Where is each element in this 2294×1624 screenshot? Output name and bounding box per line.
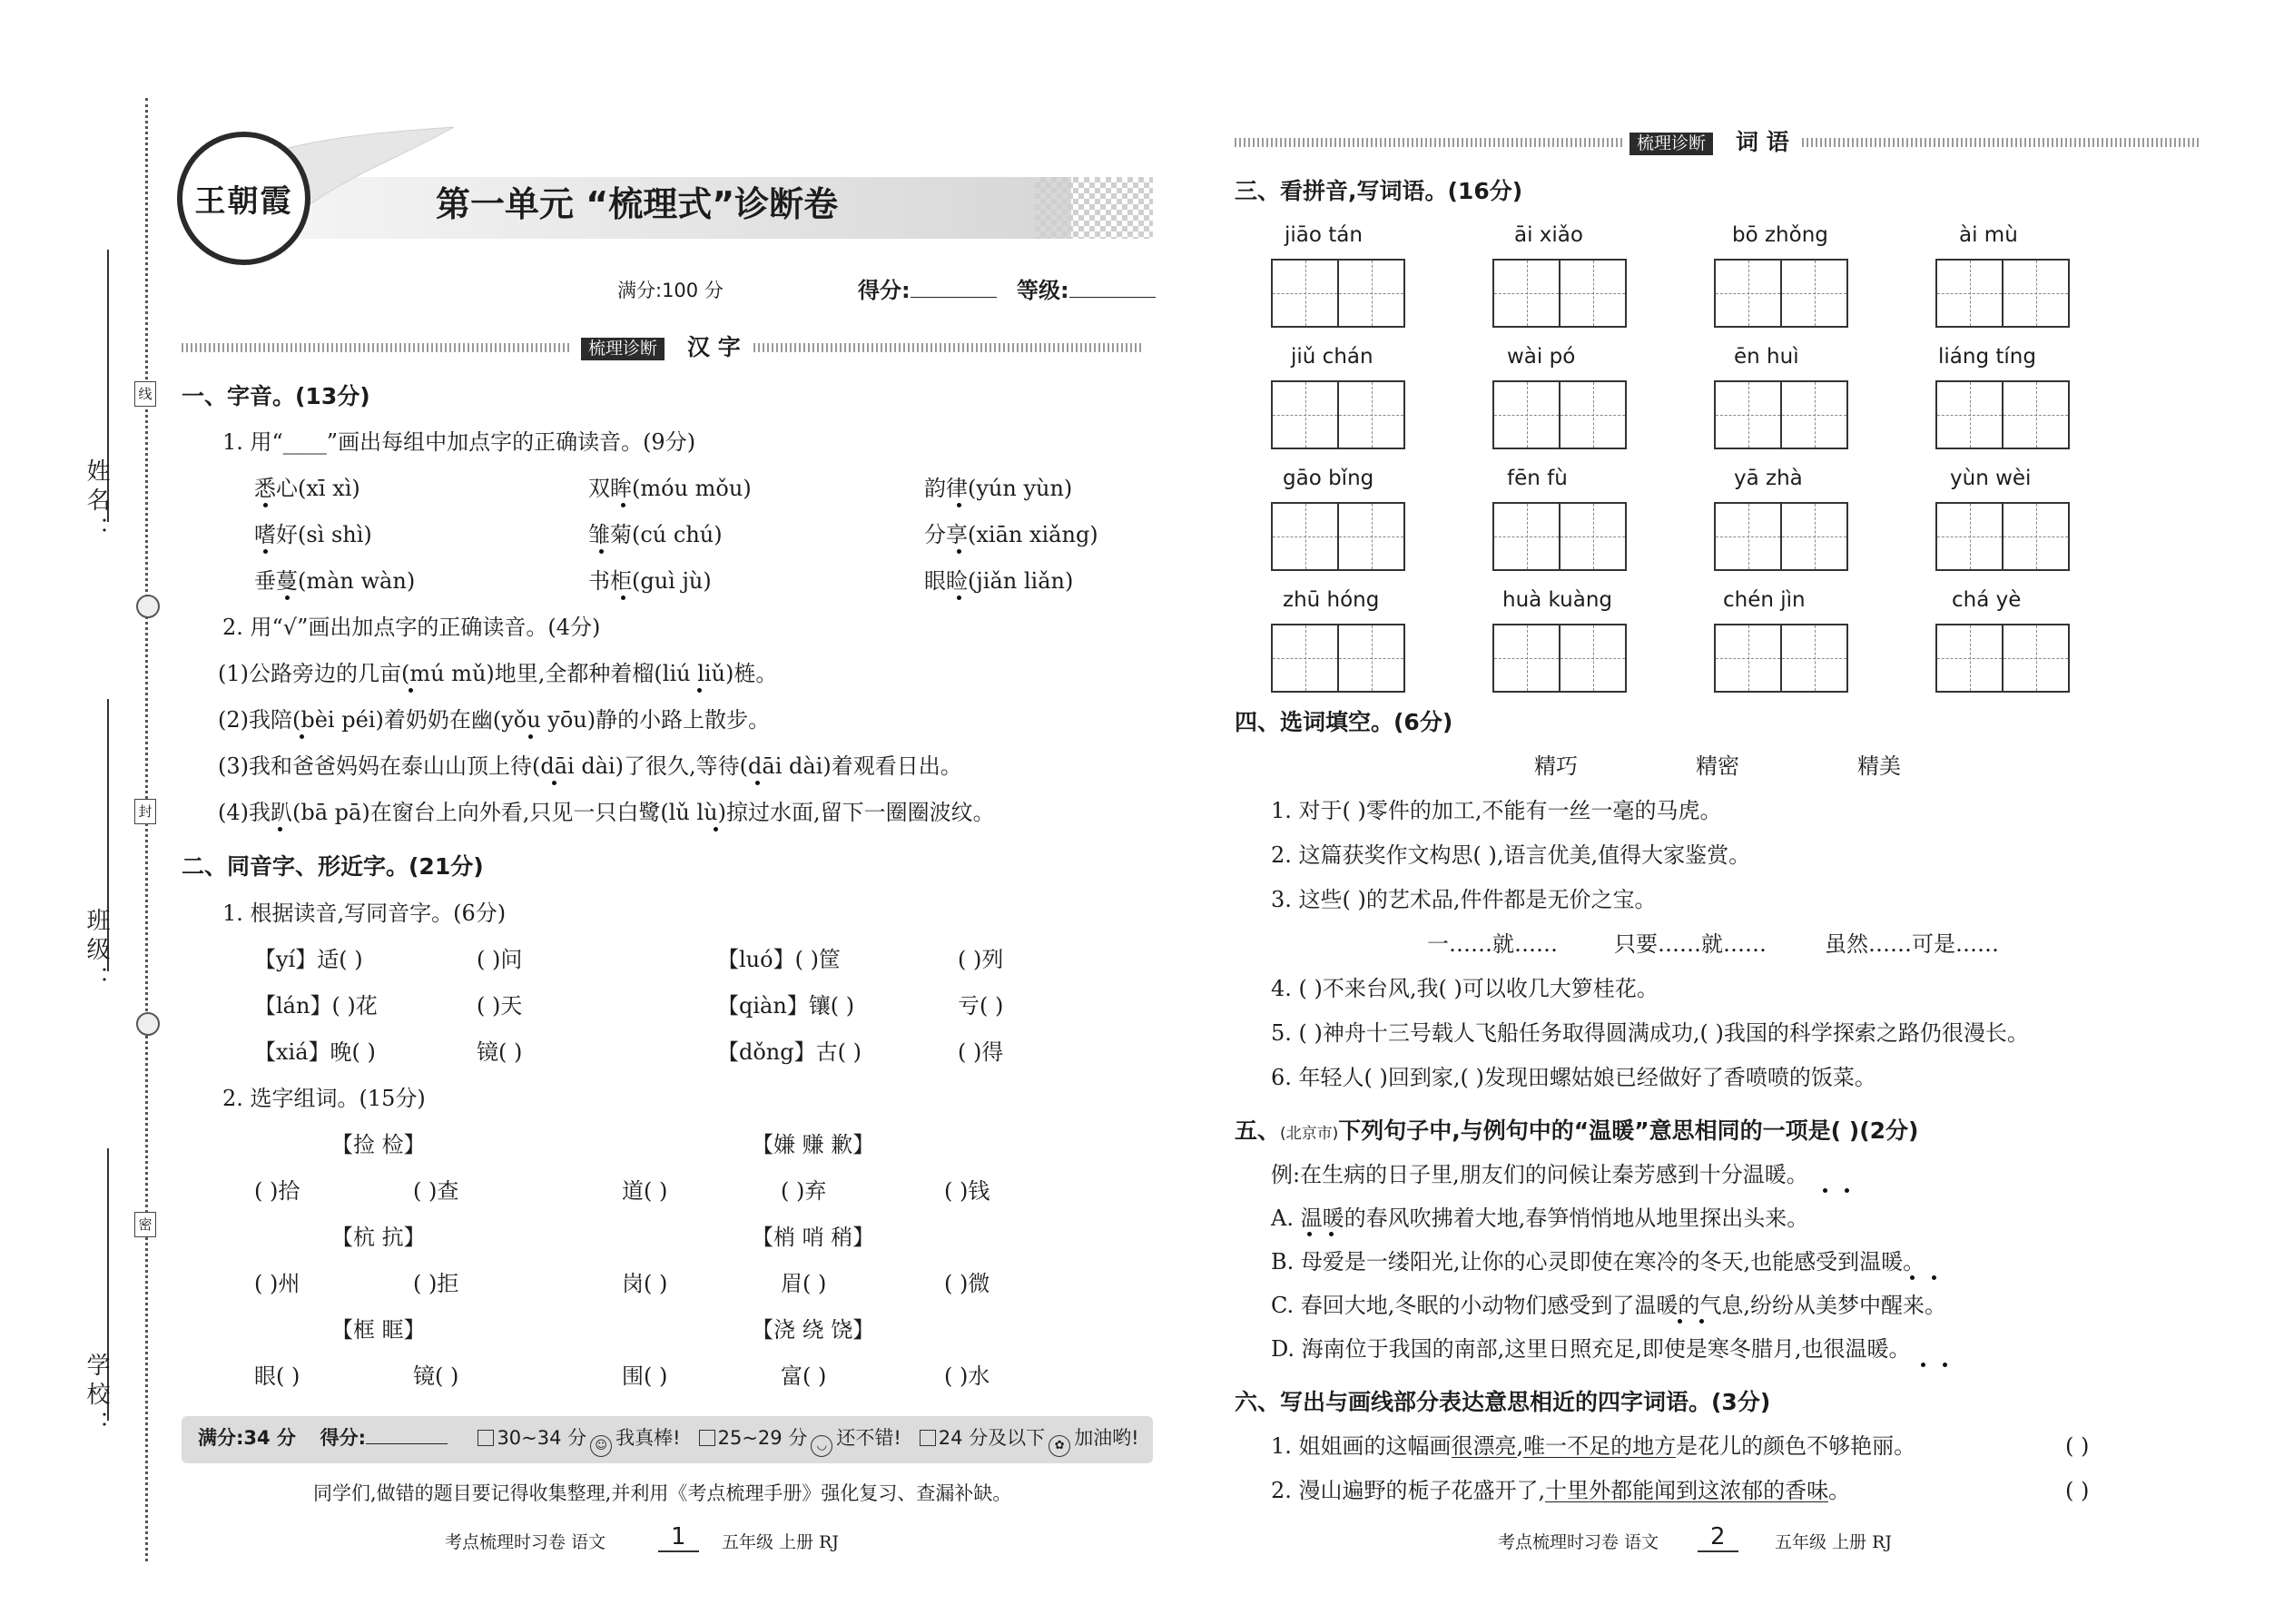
score-msg-2: 还不错! xyxy=(836,1427,901,1449)
q4-sentence: 4. ( )不来台风,我( )可以收几大箩桂花。 xyxy=(1271,976,1659,1001)
writing-grid[interactable] xyxy=(1271,259,1405,328)
writing-grid[interactable] xyxy=(1935,380,2070,449)
emphasis-dot xyxy=(1943,1363,1947,1367)
homophone-item: ( )问 xyxy=(477,947,523,972)
group-item: 富( ) xyxy=(781,1363,827,1389)
group-item: 岗( ) xyxy=(622,1271,668,1296)
writing-grid[interactable] xyxy=(1492,259,1627,328)
q4-sentence: 2. 这篇获奖作文构思( ),语言优美,值得大家鉴赏。 xyxy=(1271,842,1751,868)
pinyin-label: ēn huì xyxy=(1734,345,1799,369)
q5-option[interactable]: A. 温暖的春风吹拂着大地,春笋悄悄地从地里探出头来。 xyxy=(1271,1206,1809,1231)
score-range-3: 24 分及以下 xyxy=(938,1427,1046,1449)
q1-item: 双眸(móu mǒu) xyxy=(588,476,752,501)
emphasis-dot xyxy=(1678,1319,1682,1324)
group-item: ( )州 xyxy=(254,1271,300,1296)
emphasis-dot xyxy=(528,734,533,739)
q5-option[interactable]: C. 春回大地,冬眠的小动物们感受到了温暖的气息,纷纷从美梦中醒来。 xyxy=(1271,1293,1947,1318)
emphasis-dot xyxy=(1699,1319,1704,1324)
emphasis-dot xyxy=(1823,1188,1827,1193)
pinyin-label: āi xiǎo xyxy=(1514,223,1583,247)
score-label: 得分: xyxy=(858,280,997,301)
group-item: ( )水 xyxy=(944,1363,990,1389)
q1-title: 一、字音。(13分) xyxy=(182,383,370,409)
group-item: ( )拒 xyxy=(413,1271,459,1296)
binding-mark-top: 线 xyxy=(134,381,156,407)
homophone-item: 【yí】适( ) xyxy=(254,947,363,972)
group-head: 【嫌 赚 歉】 xyxy=(752,1132,875,1157)
homophone-item: 亏( ) xyxy=(958,993,1004,1019)
group-item: ( )弃 xyxy=(781,1178,827,1204)
q1-sentence: (4)我趴(bā pā)在窗台上向外看,只见一只白鹭(lǔ lù)掠过水面,留下一圈圈波纹。 xyxy=(218,800,995,825)
q1-sentence: (3)我和爸爸妈妈在泰山山顶上待(dāi dài)了很久,等待(dāi dài)着观看日出。 xyxy=(218,753,962,779)
emphasis-dot xyxy=(285,595,290,600)
word-choice: 精巧 xyxy=(1534,753,1578,779)
binding-ring-2 xyxy=(136,1012,160,1036)
emphasis-dot xyxy=(1921,1363,1925,1367)
writing-grid[interactable] xyxy=(1714,259,1848,328)
school-label: 学校： xyxy=(83,1353,110,1440)
q4-sentence: 6. 年轻人( )回到家,( )发现田螺姑娘已经做好了香喷喷的饭菜。 xyxy=(1271,1065,1876,1090)
binding-ring-1 xyxy=(136,595,160,618)
emphasis-dot xyxy=(552,781,556,785)
q1-item: 垂蔓(màn wàn) xyxy=(254,568,416,594)
q2-title: 二、同音字、形近字。(21分) xyxy=(182,853,484,880)
divider-left-a xyxy=(182,343,572,352)
q4-title: 四、选词填空。(6分) xyxy=(1235,709,1453,735)
name-label: 姓名： xyxy=(83,458,110,546)
emphasis-dot xyxy=(755,781,760,785)
smile-icon: ☺ xyxy=(590,1435,612,1457)
homophone-item: 【dǒng】古( ) xyxy=(717,1039,861,1065)
pinyin-label: jiāo tán xyxy=(1285,223,1363,247)
q4-sentence: 5. ( )神舟十三号载人飞船任务取得圆满成功,( )我国的科学探索之路仍很漫长。 xyxy=(1271,1020,2029,1046)
pinyin-label: huà kuàng xyxy=(1502,588,1613,612)
q1-item: 眼睑(jiǎn liǎn) xyxy=(924,568,1074,594)
group-item: ( )微 xyxy=(944,1271,990,1296)
writing-grid[interactable] xyxy=(1492,380,1627,449)
pinyin-label: liáng tíng xyxy=(1938,345,2036,369)
q1-item: 雏菊(cú chú) xyxy=(588,522,723,547)
homophone-item: 【lán】( )花 xyxy=(254,993,378,1019)
q2-sub2: 2. 选字组词。(15分) xyxy=(222,1086,426,1111)
emphasis-dot xyxy=(957,503,961,507)
homophone-item: 镜( ) xyxy=(477,1039,523,1065)
q6-item-2: 2. 漫山遍野的栀子花盛开了,十里外都能闻到这浓郁的香味。 xyxy=(1271,1478,1851,1503)
q1-item: 书柜(guì jù) xyxy=(588,568,712,594)
writing-grid[interactable] xyxy=(1492,624,1627,693)
pinyin-label: fēn fù xyxy=(1507,467,1568,490)
page-title: 第一单元 “梳理式”诊断卷 xyxy=(436,184,839,224)
section-name-ciyu: 词 语 xyxy=(1736,129,1789,155)
group-item: 镜( ) xyxy=(413,1363,459,1389)
footer-note: 同学们,做错的题目要记得收集整理,并利用《考点梳理手册》强化复习、查漏补缺。 xyxy=(313,1482,1012,1504)
section-tag-ciyu: 梳理诊断 xyxy=(1629,133,1713,155)
q5-title xyxy=(1235,1119,1918,1142)
checkbox-3[interactable] xyxy=(920,1430,936,1446)
q6-item-1: 1. 姐姐画的这幅画很漂亮,唯一不足的地方是花儿的颜色不够艳丽。 xyxy=(1271,1433,1916,1459)
word-choice: 只要……就…… xyxy=(1614,931,1767,957)
writing-grid[interactable] xyxy=(1271,380,1405,449)
group-head: 【梢 哨 稍】 xyxy=(752,1225,875,1250)
footer-right-page: 2 xyxy=(1698,1525,1738,1552)
emphasis-dot xyxy=(1932,1275,1936,1280)
cheer-face-icon: ✿ xyxy=(1049,1435,1070,1457)
emphasis-dot xyxy=(1329,1232,1334,1236)
homophone-item: 【luó】( )筐 xyxy=(717,947,841,972)
class-label: 班级： xyxy=(83,908,110,995)
emphasis-dot xyxy=(1910,1275,1915,1280)
emphasis-dot xyxy=(263,549,268,554)
q1-sub2: 2. 用“√”画出加点字的正确读音。(4分) xyxy=(222,615,601,640)
q3-title: 三、看拼音,写词语。(16分) xyxy=(1235,178,1523,204)
q1-item: 分享(xiān xiǎng) xyxy=(924,522,1098,547)
writing-grid[interactable] xyxy=(1935,502,2070,571)
pinyin-label: chá yè xyxy=(1952,588,2022,612)
q5-option[interactable]: D. 海南位于我国的南部,这里日照充足,即使是寒冬腊月,也很温暖。 xyxy=(1271,1336,1911,1362)
word-choice: 虽然……可是…… xyxy=(1825,931,1999,957)
footer-left-series: 考点梳理时习卷 语文 xyxy=(445,1532,606,1552)
group-item: 道( ) xyxy=(622,1178,668,1204)
group-item: ( )钱 xyxy=(944,1178,990,1204)
emphasis-dot xyxy=(621,595,625,600)
pinyin-label: bō zhǒng xyxy=(1732,223,1828,247)
word-choice: 精美 xyxy=(1857,753,1901,779)
footer-right-series: 考点梳理时习卷 语文 xyxy=(1498,1532,1659,1552)
q6-answer-paren[interactable]: ( ) xyxy=(2065,1433,2090,1459)
pinyin-label: chén jìn xyxy=(1723,588,1806,612)
footer-left-page: 1 xyxy=(658,1525,699,1552)
group-item: 眉( ) xyxy=(781,1271,827,1296)
brand-logo xyxy=(177,132,310,265)
writing-grid[interactable] xyxy=(1271,624,1405,693)
writing-grid[interactable] xyxy=(1714,502,1848,571)
pinyin-label: ài mù xyxy=(1959,223,2018,247)
writing-grid[interactable] xyxy=(1714,624,1848,693)
neutral-face-icon: ◡ xyxy=(811,1435,832,1457)
q2-sub1: 1. 根据读音,写同音字。(6分) xyxy=(222,901,507,926)
homophone-item: ( )天 xyxy=(477,993,523,1019)
q4-sentence: 3. 这些( )的艺术品,件件都是无价之宝。 xyxy=(1271,887,1657,912)
group-item: 围( ) xyxy=(622,1363,668,1389)
writing-grid[interactable] xyxy=(1935,259,2070,328)
emphasis-dot xyxy=(697,688,702,693)
word-choice: 精密 xyxy=(1696,753,1739,779)
emphasis-dot xyxy=(957,595,961,600)
footer-left-grade: 五年级 上册 RJ xyxy=(722,1532,840,1552)
brand-logo-text: 王朝霞 xyxy=(194,183,293,220)
emphasis-dot xyxy=(300,734,304,739)
q1-item: 嗜好(sì shì) xyxy=(254,522,372,547)
divider-left-b xyxy=(753,343,1144,352)
score-range-1: 30~34 分 xyxy=(497,1427,587,1449)
footer-right-grade: 五年级 上册 RJ xyxy=(1775,1532,1893,1552)
pinyin-label: yā zhà xyxy=(1734,467,1803,490)
q6-underlined: 很漂亮 xyxy=(1451,1433,1517,1459)
binding-mark-bottom: 密 xyxy=(134,1212,156,1237)
emphasis-dot xyxy=(1307,1232,1312,1236)
binding-mark-mid: 封 xyxy=(134,799,156,824)
writing-grid[interactable] xyxy=(1714,380,1848,449)
pinyin-label: zhū hóng xyxy=(1283,588,1380,612)
section-tag-hanzi: 梳理诊断 xyxy=(581,338,665,360)
q6-answer-paren[interactable]: ( ) xyxy=(2065,1478,2090,1503)
pinyin-label: wài pó xyxy=(1507,345,1576,369)
group-head: 【框 眶】 xyxy=(331,1317,426,1343)
group-head: 【捡 检】 xyxy=(331,1132,426,1157)
homophone-item: ( )得 xyxy=(958,1039,1004,1065)
emphasis-dot xyxy=(599,549,604,554)
homophone-item: 【xiá】晚( ) xyxy=(254,1039,376,1065)
group-item: ( )拾 xyxy=(254,1178,300,1204)
writing-grid[interactable] xyxy=(1492,502,1627,571)
group-head: 【杭 抗】 xyxy=(331,1225,426,1250)
homophone-item: 【qiàn】镶( ) xyxy=(717,993,855,1019)
writing-grid[interactable] xyxy=(1271,502,1405,571)
score-range-2: 25~29 分 xyxy=(717,1427,808,1449)
q6-underlined: 十里外都能闻到这浓郁的香味 xyxy=(1545,1478,1829,1503)
group-item: ( )查 xyxy=(413,1178,459,1204)
q1-sub1: 1. 用“____”画出每组中加点字的正确读音。(9分) xyxy=(222,429,696,455)
emphasis-dot xyxy=(957,549,961,554)
q1-sentence: (2)我陪(bèi péi)着奶奶在幽(yǒu yōu)静的小路上散步。 xyxy=(218,707,771,733)
emphasis-dot xyxy=(409,688,413,693)
divider-right-a xyxy=(1235,138,1625,147)
title-banner-pattern xyxy=(1035,177,1153,239)
emphasis-dot xyxy=(263,503,268,507)
q6-underlined: 唯一不足的地方 xyxy=(1523,1433,1677,1459)
emphasis-dot xyxy=(714,827,718,832)
group-item: 眼( ) xyxy=(254,1363,300,1389)
checkbox-2[interactable] xyxy=(699,1430,715,1446)
q5-option[interactable]: B. 母爱是一缕阳光,让你的心灵即使在寒冷的冬天,也能感受到温暖。 xyxy=(1271,1249,1925,1275)
score-msg-3: 加油哟! xyxy=(1074,1427,1139,1449)
score-msg-1: 我真棒! xyxy=(615,1427,681,1449)
group-head: 【浇 绕 饶】 xyxy=(752,1317,875,1343)
q6-title: 六、写出与画线部分表达意思相近的四字词语。(3分) xyxy=(1235,1389,1771,1415)
pinyin-label: gāo bǐng xyxy=(1283,467,1374,490)
checkbox-1[interactable] xyxy=(478,1430,494,1446)
q5-question: 下列句子中,与例句中的“温暖”意思相同的一项是( )(2分) xyxy=(1338,1117,1919,1144)
emphasis-dot xyxy=(278,827,282,832)
q1-item: 悉心(xī xì) xyxy=(254,476,360,501)
writing-grid[interactable] xyxy=(1935,624,2070,693)
emphasis-dot xyxy=(621,503,625,507)
q5-example: 例:在生病的日子里,朋友们的问候让秦芳感到十分温暖。 xyxy=(1271,1162,1808,1187)
homophone-item: ( )列 xyxy=(958,947,1004,972)
grade-label: 等级: xyxy=(1017,280,1156,301)
pinyin-label: jiǔ chán xyxy=(1291,345,1373,369)
divider-right-b xyxy=(1802,138,2201,147)
full-score: 满分:100 分 xyxy=(617,280,724,301)
score-bar-score: 得分: xyxy=(320,1427,367,1449)
emphasis-dot xyxy=(1845,1188,1849,1193)
q5-region: (北京市) xyxy=(1280,1125,1339,1143)
score-bar-content xyxy=(198,1429,1139,1457)
q1-item: 韵律(yún yùn) xyxy=(924,476,1073,501)
q4-sentence: 1. 对于( )零件的加工,不能有一丝一毫的马虎。 xyxy=(1271,798,1722,823)
binding-line xyxy=(145,98,148,1561)
score-bar-full: 满分:34 分 xyxy=(198,1427,296,1449)
word-choice: 一……就…… xyxy=(1427,931,1558,957)
q5-prefix: 五、 xyxy=(1235,1117,1281,1144)
section-name-hanzi: 汉 字 xyxy=(687,334,741,360)
q1-sentence: (1)公路旁边的几亩(mú mǔ)地里,全都种着榴(liú liǔ)梿。 xyxy=(218,661,778,686)
pinyin-label: yùn wèi xyxy=(1950,467,2032,490)
